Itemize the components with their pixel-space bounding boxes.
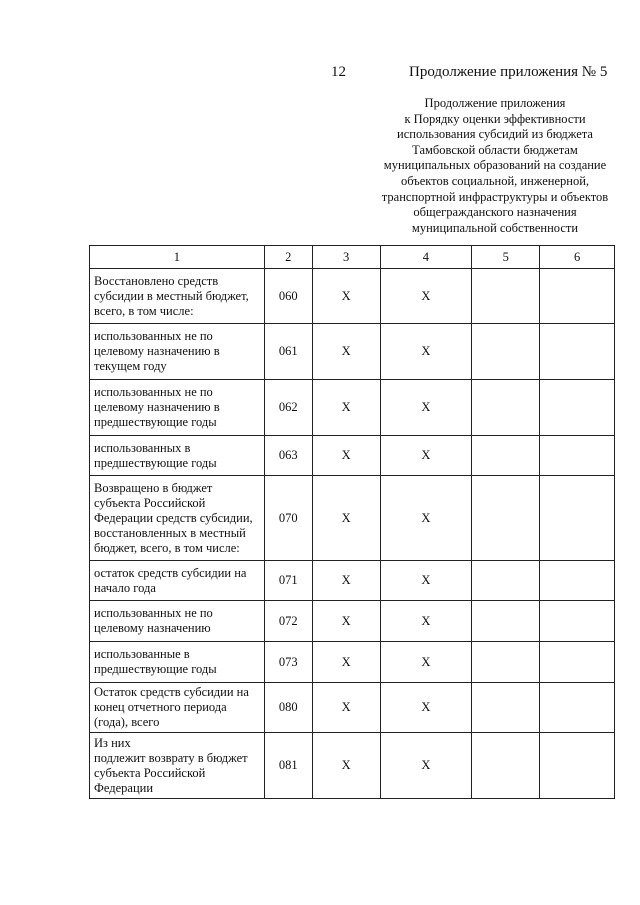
column-4-cell: X: [380, 476, 472, 561]
table-row: [90, 683, 615, 733]
row-code-cell: 070: [264, 476, 312, 561]
column-6-cell: [540, 683, 615, 733]
subheader-line: использования субсидий из бюджета: [397, 127, 593, 142]
report-table: [89, 245, 615, 799]
row-code-cell: 072: [264, 601, 312, 642]
row-label-cell: использованных не по целевому назначению в текущем году: [90, 324, 265, 380]
row-code-cell: 061: [264, 324, 312, 380]
table-row: [90, 436, 615, 476]
column-4-cell: X: [380, 733, 472, 799]
column-4-cell: X: [380, 561, 472, 601]
column-5-cell: [472, 476, 540, 561]
column-5-cell: [472, 733, 540, 799]
table-row: [90, 269, 615, 324]
column-header: 5: [472, 246, 540, 269]
column-6-cell: [540, 601, 615, 642]
row-label-cell: Из них подлежит возврату в бюджет субъекта Российской Федерации: [90, 733, 265, 799]
column-header: 6: [540, 246, 615, 269]
subheader-line: к Порядку оценки эффективности: [404, 111, 586, 126]
subheader-line: муниципальной собственности: [411, 220, 579, 235]
column-5-cell: [472, 642, 540, 683]
column-3-cell: X: [312, 269, 380, 324]
row-code-cell: 081: [264, 733, 312, 799]
row-label-cell: остаток средств субсидии на начало года: [90, 561, 265, 601]
column-5-cell: [472, 269, 540, 324]
subheader-line: Продолжение приложения: [424, 96, 566, 110]
column-4-cell: X: [380, 436, 472, 476]
column-6-cell: [540, 436, 615, 476]
column-5-cell: [472, 324, 540, 380]
row-code-cell: 063: [264, 436, 312, 476]
column-6-cell: [540, 269, 615, 324]
column-4-cell: X: [380, 642, 472, 683]
column-4-cell: X: [380, 601, 472, 642]
column-3-cell: X: [312, 476, 380, 561]
table-row: [90, 561, 615, 601]
column-header: 2: [264, 246, 312, 269]
table-row: [90, 642, 615, 683]
subheader-line: объектов социальной, инженерной,: [400, 173, 590, 188]
column-3-cell: X: [312, 561, 380, 601]
column-5-cell: [472, 436, 540, 476]
table-row: [90, 733, 615, 799]
column-4-cell: X: [380, 380, 472, 436]
row-code-cell: 073: [264, 642, 312, 683]
column-6-cell: [540, 561, 615, 601]
table-row: [90, 601, 615, 642]
page-number: 12: [331, 64, 346, 80]
column-5-cell: [472, 561, 540, 601]
column-4-cell: X: [380, 683, 472, 733]
column-5-cell: [472, 601, 540, 642]
subheader-line: Тамбовской области бюджетам: [412, 142, 578, 157]
row-label-cell: Возвращено в бюджет субъекта Российской Федерации средств субсидии, восстановленных в местный бюджет, всего, в том числе:: [90, 476, 265, 561]
column-header: 4: [380, 246, 472, 269]
row-code-cell: 080: [264, 683, 312, 733]
subheader-line: общегражданского назначения: [413, 205, 577, 220]
row-label-cell: использованные в предшествующие годы: [90, 642, 265, 683]
row-code-cell: 060: [264, 269, 312, 324]
appendix-title: Продолжение приложения № 5: [409, 64, 608, 80]
row-label-cell: Остаток средств субсидии на конец отчетного периода (года), всего: [90, 683, 265, 733]
table-row: [90, 476, 615, 561]
column-3-cell: X: [312, 683, 380, 733]
row-code-cell: 062: [264, 380, 312, 436]
row-label-cell: использованных не по целевому назначению: [90, 601, 265, 642]
row-code-cell: 071: [264, 561, 312, 601]
table-header-row: [90, 246, 615, 269]
table-row: [90, 324, 615, 380]
table-row: [90, 380, 615, 436]
column-3-cell: X: [312, 601, 380, 642]
column-3-cell: X: [312, 324, 380, 380]
column-6-cell: [540, 733, 615, 799]
subheader-line: транспортной инфраструктуры и объектов: [381, 189, 609, 204]
column-3-cell: X: [312, 436, 380, 476]
column-6-cell: [540, 642, 615, 683]
column-6-cell: [540, 324, 615, 380]
appendix-subheader: [350, 96, 640, 236]
column-6-cell: [540, 380, 615, 436]
column-3-cell: X: [312, 380, 380, 436]
table-body: [90, 269, 615, 799]
column-5-cell: [472, 683, 540, 733]
column-3-cell: X: [312, 733, 380, 799]
column-header: 3: [312, 246, 380, 269]
row-label-cell: использованных в предшествующие годы: [90, 436, 265, 476]
row-label-cell: использованных не по целевому назначению в предшествующие годы: [90, 380, 265, 436]
column-6-cell: [540, 476, 615, 561]
column-3-cell: X: [312, 642, 380, 683]
column-4-cell: X: [380, 269, 472, 324]
column-header: 1: [90, 246, 265, 269]
subheader-line: муниципальных образований на создание: [383, 158, 607, 173]
column-5-cell: [472, 380, 540, 436]
column-4-cell: X: [380, 324, 472, 380]
row-label-cell: Восстановлено средств субсидии в местный бюджет, всего, в том числе:: [90, 269, 265, 324]
